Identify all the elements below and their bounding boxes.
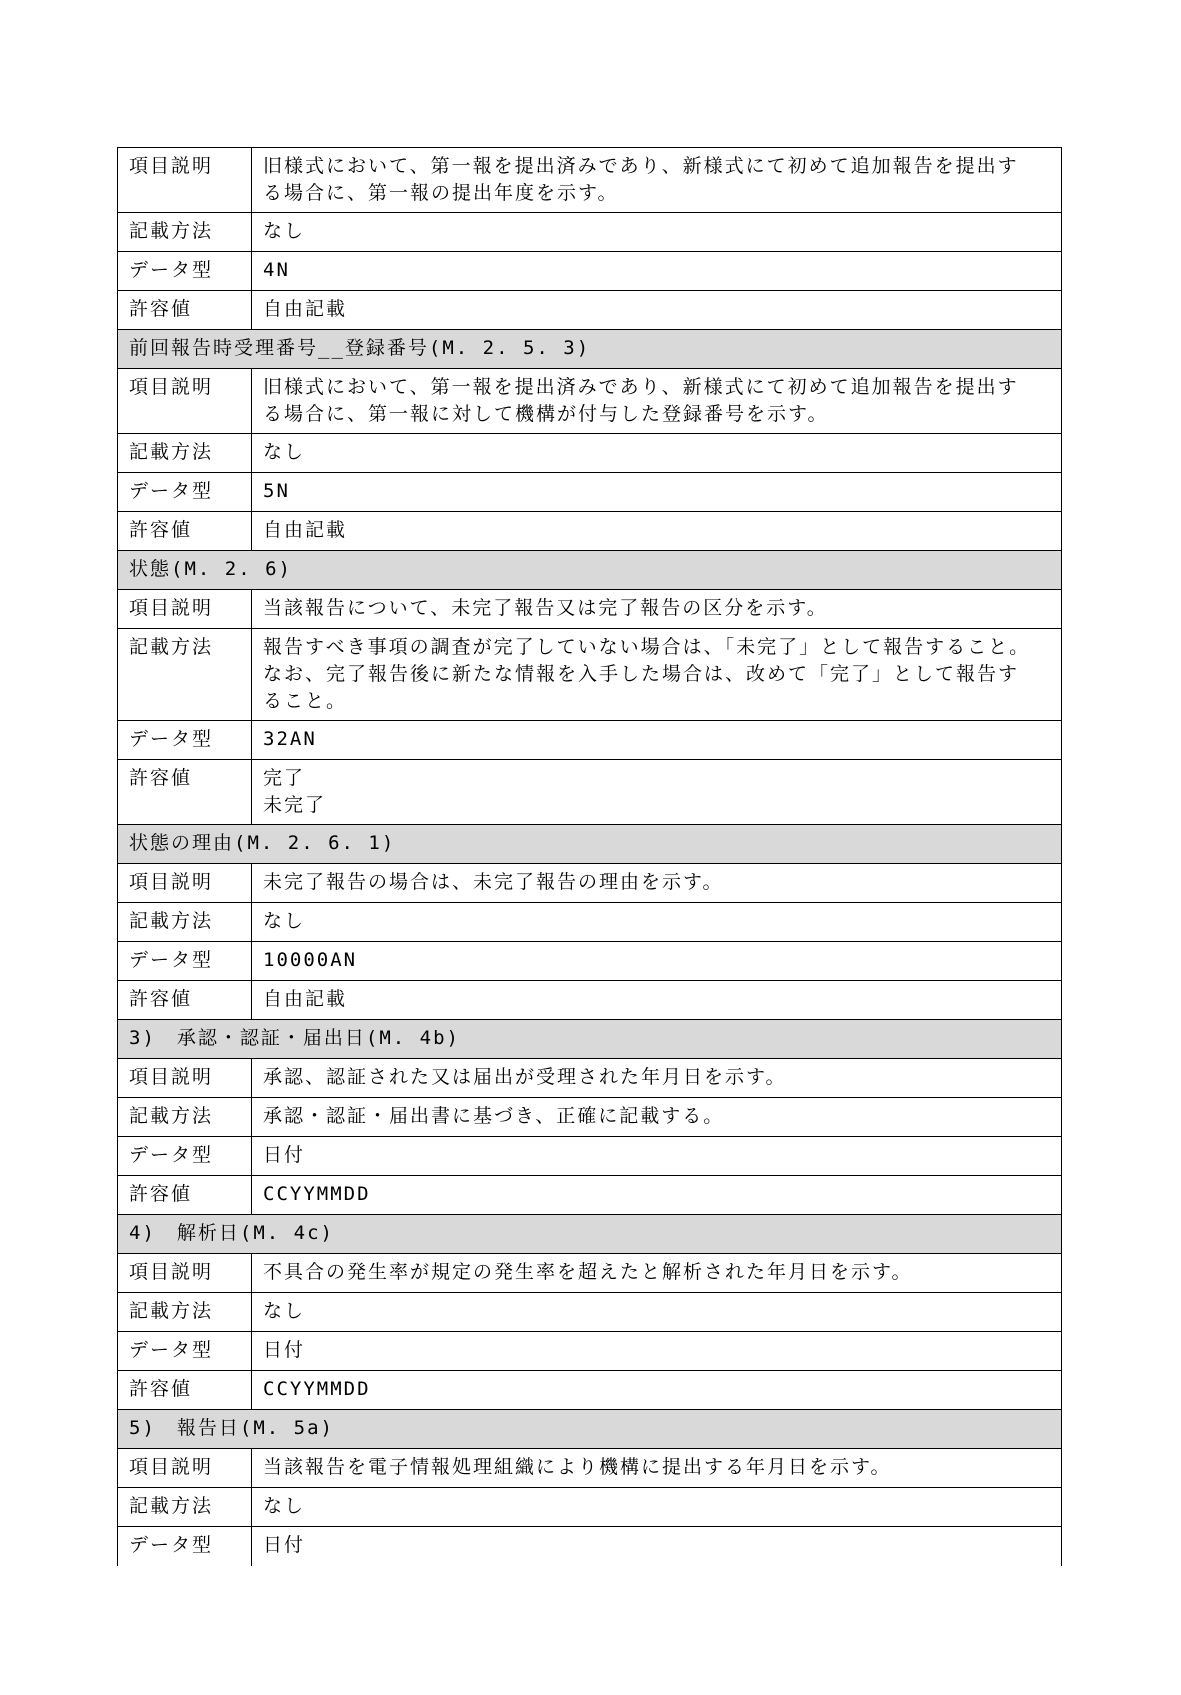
row-label: データ型	[118, 942, 252, 981]
description-line: 旧様式において、第一報を提出済みであり、新様式にて初めて追加報告を提出す	[263, 376, 1019, 398]
section-title: 状態(M. 2. 6)	[118, 551, 1062, 590]
row-value: なし	[252, 213, 1062, 252]
table-row-datatype	[118, 473, 1062, 512]
row-label: 記載方法	[118, 629, 252, 721]
section-title: 状態の理由(M. 2. 6. 1)	[118, 825, 1062, 864]
section-header	[118, 551, 1062, 590]
row-label: 許容値	[118, 981, 252, 1020]
row-label: 記載方法	[118, 1098, 252, 1137]
row-value	[252, 760, 1062, 825]
row-label: データ型	[118, 252, 252, 291]
method-line: ること。	[263, 690, 348, 712]
section-title: 5) 報告日(M. 5a)	[118, 1410, 1062, 1449]
row-label: 項目説明	[118, 1449, 252, 1488]
table-row-description	[118, 864, 1062, 903]
table-row-description	[118, 1449, 1062, 1488]
row-value: 5N	[252, 473, 1062, 512]
row-label: 項目説明	[118, 148, 252, 213]
row-label: 記載方法	[118, 1488, 252, 1527]
method-line: 報告すべき事項の調査が完了していない場合は、「未完了」として報告すること。	[263, 636, 1031, 658]
row-label: 記載方法	[118, 1293, 252, 1332]
row-value: 日付	[252, 1527, 1062, 1566]
table-row-datatype	[118, 252, 1062, 291]
row-label: データ型	[118, 473, 252, 512]
row-value: 自由記載	[252, 512, 1062, 551]
row-label: データ型	[118, 1137, 252, 1176]
row-value: 承認、認証された又は届出が受理された年月日を示す。	[252, 1059, 1062, 1098]
table-row-method	[118, 1098, 1062, 1137]
row-label: データ型	[118, 721, 252, 760]
description-line: 旧様式において、第一報を提出済みであり、新様式にて初めて追加報告を提出す	[263, 155, 1019, 177]
section-header	[118, 1215, 1062, 1254]
row-label: 項目説明	[118, 369, 252, 434]
document-page	[117, 147, 1062, 1566]
row-value	[252, 369, 1062, 434]
row-value: 自由記載	[252, 981, 1062, 1020]
row-value: 未完了報告の場合は、未完了報告の理由を示す。	[252, 864, 1062, 903]
table-row-allowed	[118, 1371, 1062, 1410]
method-line: なお、完了報告後に新たな情報を入手した場合は、改めて「完了」として報告す	[263, 663, 1020, 685]
row-label: 許容値	[118, 512, 252, 551]
table-row-datatype	[118, 942, 1062, 981]
section-title: 前回報告時受理番号__登録番号(M. 2. 5. 3)	[118, 330, 1062, 369]
row-value: 当該報告を電子情報処理組織により機構に提出する年月日を示す。	[252, 1449, 1062, 1488]
section-header	[118, 1020, 1062, 1059]
row-label: 項目説明	[118, 590, 252, 629]
table-row-datatype	[118, 1332, 1062, 1371]
row-label: 項目説明	[118, 864, 252, 903]
row-value: なし	[252, 903, 1062, 942]
table-row-method	[118, 629, 1062, 721]
row-value: なし	[252, 1293, 1062, 1332]
row-value: CCYYMMDD	[252, 1176, 1062, 1215]
table-row-method	[118, 434, 1062, 473]
row-label: データ型	[118, 1332, 252, 1371]
section-header	[118, 825, 1062, 864]
table-row-datatype	[118, 721, 1062, 760]
row-value: 承認・認証・届出書に基づき、正確に記載する。	[252, 1098, 1062, 1137]
row-label: データ型	[118, 1527, 252, 1566]
section-header	[118, 330, 1062, 369]
row-value: 日付	[252, 1137, 1062, 1176]
section-title: 3) 承認・認証・届出日(M. 4b)	[118, 1020, 1062, 1059]
row-value: 日付	[252, 1332, 1062, 1371]
row-label: 許容値	[118, 1176, 252, 1215]
table-row-description	[118, 1059, 1062, 1098]
section-title: 4) 解析日(M. 4c)	[118, 1215, 1062, 1254]
row-value: なし	[252, 434, 1062, 473]
row-value: 32AN	[252, 721, 1062, 760]
row-value: 不具合の発生率が規定の発生率を超えたと解析された年月日を示す。	[252, 1254, 1062, 1293]
table-row-description	[118, 590, 1062, 629]
section-header	[118, 1410, 1062, 1449]
row-label: 記載方法	[118, 903, 252, 942]
table-row-allowed	[118, 291, 1062, 330]
row-value	[252, 629, 1062, 721]
row-value: 4N	[252, 252, 1062, 291]
allowed-value: 完了	[263, 767, 306, 789]
table-row-description	[118, 369, 1062, 434]
row-label: 記載方法	[118, 434, 252, 473]
table-row-allowed	[118, 981, 1062, 1020]
table-row-description	[118, 1254, 1062, 1293]
row-label: 記載方法	[118, 213, 252, 252]
row-label: 許容値	[118, 760, 252, 825]
row-value	[252, 148, 1062, 213]
table-row-allowed	[118, 760, 1062, 825]
table-row-allowed	[118, 512, 1062, 551]
table-row-datatype	[118, 1137, 1062, 1176]
table-row-method	[118, 1488, 1062, 1527]
allowed-value: 未完了	[263, 794, 327, 816]
table-row-method	[118, 1293, 1062, 1332]
row-value: 10000AN	[252, 942, 1062, 981]
table-row-method	[118, 903, 1062, 942]
description-line: る場合に、第一報の提出年度を示す。	[263, 182, 619, 204]
table-row-description	[118, 148, 1062, 213]
spec-table	[117, 147, 1062, 1566]
row-label: 許容値	[118, 291, 252, 330]
row-label: 許容値	[118, 1371, 252, 1410]
table-row-allowed	[118, 1176, 1062, 1215]
description-line: る場合に、第一報に対して機構が付与した登録番号を示す。	[263, 403, 829, 425]
table-row-method	[118, 213, 1062, 252]
table-row-datatype	[118, 1527, 1062, 1566]
row-value: CCYYMMDD	[252, 1371, 1062, 1410]
row-value: 自由記載	[252, 291, 1062, 330]
row-value: 当該報告について、未完了報告又は完了報告の区分を示す。	[252, 590, 1062, 629]
row-value: なし	[252, 1488, 1062, 1527]
row-label: 項目説明	[118, 1059, 252, 1098]
row-label: 項目説明	[118, 1254, 252, 1293]
